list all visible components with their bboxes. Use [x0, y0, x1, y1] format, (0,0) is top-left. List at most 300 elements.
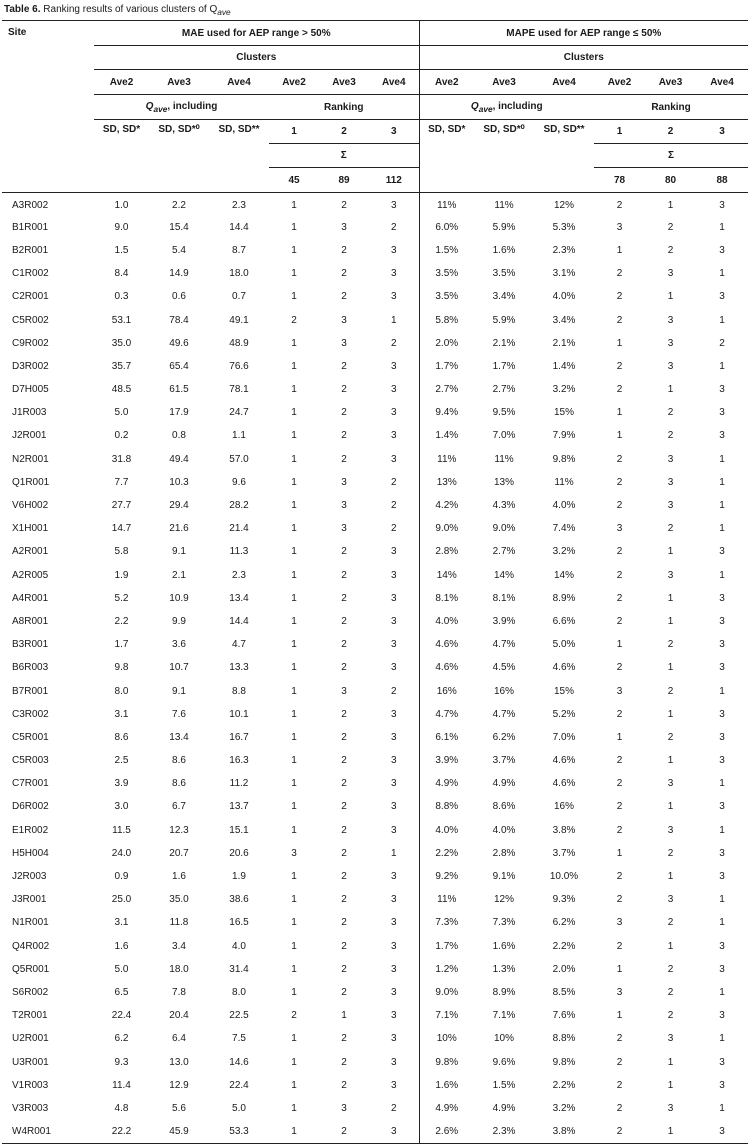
mae-ave3-cell: 65.4	[169, 360, 189, 372]
table-row	[2, 703, 748, 726]
mae-rank-ave3-cell: 2	[341, 199, 347, 211]
mae-rank-ave2-cell: 1	[291, 407, 297, 419]
mape-rank-ave3-cell: 1	[667, 384, 674, 396]
site-cell: D6R002	[12, 801, 49, 813]
mae-rank-ave3-cell: 2	[341, 871, 347, 883]
mape-ave2-cell: 11%	[419, 888, 474, 911]
mape-rank-ave3-cell: 2	[667, 244, 674, 256]
mae-qave-header: $Q_{ave}$, including	[94, 95, 269, 120]
site-cell: A8R001	[12, 615, 49, 627]
mape-ave2-cell: 7.1%	[419, 1004, 474, 1027]
mae-rank-ave3-cell: 2	[341, 778, 347, 790]
mae-rank-ave3-cell: 3	[341, 523, 347, 535]
mae-ave3-cell: 17.9	[169, 407, 189, 419]
mae-ave2-cell: 9.0	[114, 221, 129, 233]
mae-rank-ave3-cell: 2	[341, 894, 347, 906]
mae-ave4-cell: 10.1	[229, 708, 249, 720]
site-cell: B6R003	[12, 662, 49, 674]
mae-rank-ave2-cell: 1	[291, 569, 297, 581]
mape-ave3-cell: 8.9%	[492, 986, 516, 998]
caption-label: Table 6.	[4, 4, 41, 15]
mae-rank-ave4-cell: 3	[390, 453, 397, 465]
mape-ave3-cell: 9.0%	[492, 523, 516, 535]
mae-rank-ave2-cell: 1	[291, 662, 297, 674]
mape-rank-ave4-cell: 1	[719, 500, 725, 512]
mae-rank-ave4-cell: 3	[390, 871, 397, 883]
mae-ave2-cell: 0.3	[114, 291, 129, 303]
table-row	[2, 216, 748, 239]
mape-rank-ave3-cell: 2	[667, 986, 674, 998]
mae-ave2-cell: 24.0	[111, 847, 132, 859]
mae-rank-ave4-cell: 3	[390, 1033, 397, 1045]
mae-ave4-cell: 53.3	[209, 1120, 269, 1143]
mae-rank-ave3-cell: 2	[341, 731, 347, 743]
mape-rank-ave4-cell: 3	[719, 244, 725, 256]
table-row	[2, 772, 748, 795]
table-row	[2, 911, 748, 934]
mape-ave3-cell: 13%	[494, 476, 515, 488]
mape-ave4-cell: 7.0%	[552, 731, 576, 743]
mae-ave4-cell: 8.7	[232, 244, 246, 256]
mape-ave4-cell: 15%	[554, 407, 575, 419]
mae-ave4-cell: 4.7	[232, 639, 246, 651]
mae-ave3-cell: 49.4	[169, 453, 189, 465]
table-row	[2, 935, 748, 958]
mae-ave4-cell: 28.2	[229, 500, 249, 512]
mae-ave4-cell: 49.1	[229, 314, 249, 326]
mae-rank-ave3-cell: 2	[341, 1079, 347, 1091]
mae-rank-ave3-cell: 2	[341, 847, 347, 859]
mape-ave4-cell: 2.3%	[552, 244, 576, 256]
mae-ave3-cell: 61.5	[169, 384, 189, 396]
mape-rank-ave3-cell: 2	[667, 523, 674, 535]
mae-rank-ave3-cell: 2	[341, 592, 347, 604]
mae-ave4-cell: 2.3	[232, 199, 246, 211]
mape-rank-ave2-cell: 2	[616, 453, 623, 465]
mae-ave3-cell: 0.8	[172, 430, 186, 442]
mae-ave2-cell: 5.0	[114, 963, 129, 975]
mae-rank-ave2-cell: 1	[291, 523, 297, 535]
mape-ave2-cell: 5.8%	[419, 308, 474, 331]
mae-rank-ave3-cell: 2	[341, 940, 347, 952]
mae-rank-ave4-cell: 3	[390, 1079, 397, 1091]
mape-rank-ave4-cell: 3	[719, 1079, 725, 1091]
table-row	[2, 448, 748, 471]
mae-rank-ave2-cell: 1	[291, 986, 297, 998]
mae-rank-ave4-cell: 3	[390, 199, 397, 211]
site-cell: U3R001	[12, 1056, 49, 1068]
mape-ave3-cell: 6.2%	[492, 731, 516, 743]
table-row	[2, 517, 748, 540]
mape-rank-ave3-cell: 1	[667, 1056, 674, 1068]
mae-rank-ave4-cell: 3	[390, 801, 397, 813]
mae-rank-ave2-cell: 1	[291, 1079, 297, 1091]
mape-rank-ave4-cell: 1	[719, 314, 725, 326]
mape-ave2-cell: 6.1%	[419, 726, 474, 749]
mae-ave2-cell: 25.0	[111, 894, 132, 906]
mape-ave4-cell: 2.1%	[552, 337, 576, 349]
mape-rank-ave4-cell: 1	[719, 917, 725, 929]
site-cell: C7R001	[12, 778, 49, 790]
table-row	[2, 1050, 748, 1073]
site-cell: A3R002	[12, 199, 49, 211]
table-row	[2, 308, 748, 331]
mae-ave2-cell: 27.7	[111, 500, 132, 512]
mape-sigma: Σ	[594, 144, 748, 168]
mape-ave4-cell: 5.3%	[552, 221, 576, 233]
mae-rank-ave3-cell: 3	[341, 685, 347, 697]
mae-ave3-cell: 10.3	[169, 476, 189, 488]
mae-rank-ave4-cell: 3	[390, 407, 397, 419]
mape-rank-ave2-cell: 1	[616, 430, 623, 442]
table-row	[2, 471, 748, 494]
table-row	[2, 888, 748, 911]
mape-rank-ave3-cell: 3	[667, 824, 674, 836]
mae-rank-ave2-cell: 1	[291, 940, 297, 952]
mae-rank-ave3-cell: 2	[341, 755, 347, 767]
mape-ave2-cell: 4.6%	[419, 633, 474, 656]
mape-rank-ave2-cell: 2	[616, 778, 623, 790]
mape-ave3-cell: 2.3%	[474, 1120, 534, 1143]
mae-rank-ave4-cell: 3	[390, 940, 397, 952]
mae-ave4-cell: 14.6	[229, 1056, 249, 1068]
mape-rank-ave4-cell: 1	[719, 894, 725, 906]
mae-rank-ave3-cell: 3	[341, 314, 347, 326]
mape-ave2-cell: 8.8%	[419, 795, 474, 818]
mae-rank-ave2-cell: 1	[291, 244, 297, 256]
mae-ave2-cell: 2.2	[114, 615, 129, 627]
mape-rank-ave4-cell: 3	[719, 639, 725, 651]
mae-ave4-cell: 16.7	[229, 731, 249, 743]
mae-ave3-cell: 12.9	[169, 1079, 189, 1091]
mape-ave4-cell: 3.8%	[534, 1120, 594, 1143]
mae-rank-ave4-cell: 3	[390, 268, 397, 280]
site-cell: J3R001	[12, 894, 47, 906]
mape-ave3-cell: 1.6%	[492, 244, 516, 256]
mae-ave4-cell: 24.7	[229, 407, 249, 419]
table-row	[2, 842, 748, 865]
mape-rank-ave2-cell: 2	[616, 871, 623, 883]
mae-ave3-cell: 15.4	[169, 221, 189, 233]
mae-rank-ave4-cell: 3	[390, 360, 397, 372]
mape-rank-ave2-cell: 3	[616, 685, 623, 697]
mape-rank-ave3-cell: 2	[667, 685, 674, 697]
table-row	[2, 540, 748, 563]
mae-ave2-cell: 3.1	[114, 708, 129, 720]
mae-rank-ave2-cell: 3	[291, 847, 297, 859]
mape-ave2-cell: 14%	[419, 564, 474, 587]
mape-ave3-cell: 4.9%	[492, 778, 516, 790]
mape-ranking-header: Ranking	[594, 95, 748, 120]
cluster-name: Ave2	[419, 70, 474, 95]
mae-rank-ave2-cell: 2	[291, 314, 297, 326]
mae-ave2-cell: 9.3	[114, 1056, 129, 1068]
mape-rank-ave3-cell: 3	[667, 569, 674, 581]
site-cell: A2R005	[12, 569, 49, 581]
mae-ave2-cell: 48.5	[111, 384, 132, 396]
mape-rank-ave3-cell: 1	[667, 708, 674, 720]
table-row	[2, 1027, 748, 1050]
site-cell: J2R003	[12, 871, 47, 883]
mae-rank-ave2-cell: 1	[291, 685, 297, 697]
mape-rank-ave2-cell: 2	[616, 894, 623, 906]
mape-rank-ave3-cell: 3	[667, 337, 674, 349]
mape-ave3-cell: 2.1%	[492, 337, 516, 349]
mae-ave3-cell: 18.0	[169, 963, 189, 975]
site-cell: B7R001	[12, 685, 49, 697]
table-row	[2, 795, 748, 818]
mape-ave2-cell: 7.3%	[419, 911, 474, 934]
mae-ave4-cell: 4.0	[232, 940, 246, 952]
mape-rank-ave2-cell: 1	[616, 1010, 623, 1022]
mae-ave3-cell: 13.0	[169, 1056, 189, 1068]
site-cell: Q1R001	[12, 476, 50, 488]
mae-ave3-cell: 2.1	[172, 569, 186, 581]
mape-ave4-cell: 2.2%	[552, 1079, 576, 1091]
mae-rank-ave3-cell: 2	[319, 1120, 369, 1143]
mape-rank-ave4-cell: 3	[719, 801, 725, 813]
mape-ave4-cell: 3.4%	[552, 314, 576, 326]
mape-rank-ave3-cell: 1	[667, 291, 674, 303]
mape-ave4-cell: 12%	[554, 199, 575, 211]
mape-rank-ave2-cell: 3	[616, 523, 623, 535]
mae-rank-ave2-cell: 1	[291, 963, 297, 975]
mape-ave2-cell: 9.0%	[419, 517, 474, 540]
mape-ave2-cell: 3.5%	[419, 285, 474, 308]
mae-ave4-cell: 21.4	[229, 523, 249, 535]
mae-rank-ave3-cell: 2	[341, 430, 347, 442]
mae-rank-ave4-cell: 2	[390, 500, 397, 512]
mape-ave2-cell: 1.4%	[419, 424, 474, 447]
mape-rank-ave3-cell: 1	[667, 615, 674, 627]
mae-sum: 45	[269, 168, 319, 193]
mae-ave2-cell: 22.4	[111, 1010, 132, 1022]
mape-rank-ave3-cell: 1	[667, 940, 674, 952]
mape-rank-ave3-cell: 3	[667, 1033, 674, 1045]
mae-ave2-cell: 1.0	[114, 199, 129, 211]
mae-ave4-cell: 11.3	[229, 546, 249, 558]
site-cell: C9R002	[12, 337, 49, 349]
mape-ave3-cell: 2.8%	[492, 847, 516, 859]
mape-rank-ave4-cell: 1	[719, 476, 725, 488]
mape-ave3-cell: 9.6%	[492, 1056, 516, 1068]
mape-ave2-cell: 1.5%	[419, 239, 474, 262]
mape-rank-ave3-cell: 1	[667, 199, 674, 211]
mape-rank-ave2-cell: 2	[616, 1056, 623, 1068]
mape-ave4-cell: 2.2%	[552, 940, 576, 952]
mape-ave2-cell: 1.2%	[419, 958, 474, 981]
site-cell: V6H002	[12, 500, 49, 512]
mape-rank-ave2-cell: 2	[616, 569, 623, 581]
mae-ave2-cell: 3.1	[114, 917, 129, 929]
mape-sum: 80	[645, 168, 696, 193]
table-row	[2, 726, 748, 749]
table-row	[2, 239, 748, 262]
mae-ave2-cell: 3.9	[114, 778, 129, 790]
mae-ave3-cell: 9.1	[172, 685, 186, 697]
sd-label: SD, SD**	[534, 120, 594, 193]
mae-ave3-cell: 9.1	[172, 546, 186, 558]
mae-ave2-cell: 3.0	[114, 801, 129, 813]
table-row	[2, 958, 748, 981]
mape-ave3-cell: 16%	[494, 685, 515, 697]
mape-rank-ave4-cell: 1	[719, 778, 725, 790]
mae-ave3-cell: 13.4	[169, 731, 189, 743]
mape-rank-ave2-cell: 2	[616, 546, 623, 558]
mape-rank-ave4-cell: 3	[719, 546, 725, 558]
mae-rank-ave2-cell: 1	[291, 639, 297, 651]
mae-rank-ave3-cell: 2	[341, 662, 347, 674]
mae-ave2-cell: 11.4	[112, 1079, 131, 1091]
mae-ave3-cell: 21.6	[169, 523, 189, 535]
mae-rank-ave4-cell: 3	[390, 1010, 397, 1022]
mape-rank-ave2-cell: 2	[616, 824, 623, 836]
cluster-name: Ave3	[474, 70, 534, 95]
table-row	[2, 610, 748, 633]
sd-label: SD, SD*⁰	[474, 120, 534, 193]
mape-rank-ave2-cell: 2	[616, 500, 623, 512]
mape-ave3-cell: 4.0%	[492, 824, 516, 836]
rank-label: 3	[696, 120, 748, 144]
mae-rank-ave2-cell: 1	[291, 384, 297, 396]
mae-rank-ave2-cell: 1	[291, 755, 297, 767]
site-cell: T2R001	[12, 1010, 48, 1022]
mape-rank-ave4-cell: 3	[719, 407, 725, 419]
mape-rank-ave4-cell: 1	[719, 1033, 725, 1045]
mape-ave2-cell: 9.8%	[419, 1050, 474, 1073]
mae-rank-ave4-cell: 3	[390, 917, 397, 929]
mape-ave4-cell: 16%	[554, 801, 575, 813]
mae-rank-ave4-cell: 3	[390, 639, 397, 651]
mape-ave3-cell: 5.9%	[492, 221, 516, 233]
mape-ave3-cell: 4.7%	[492, 639, 516, 651]
mape-rank-ave2-cell: 2	[616, 1079, 623, 1091]
mape-ave2-cell: 4.0%	[419, 819, 474, 842]
site-header: Site	[2, 21, 94, 193]
table-row	[2, 564, 748, 587]
mape-rank-ave4-cell: 3	[719, 430, 725, 442]
mape-ave2-cell: 4.9%	[419, 1097, 474, 1120]
table-row	[2, 1004, 748, 1027]
mae-ranking-header: Ranking	[269, 95, 419, 120]
site-cell: A4R001	[12, 592, 49, 604]
mae-rank-ave3-cell: 3	[341, 476, 347, 488]
mae-ave2-cell: 6.5	[114, 986, 129, 998]
mape-sum: 78	[594, 168, 645, 193]
mae-ave2-cell: 22.2	[94, 1120, 149, 1143]
mape-ave4-cell: 9.8%	[552, 453, 576, 465]
mape-ave2-cell: 4.2%	[419, 494, 474, 517]
mape-rank-ave4-cell: 1	[719, 986, 725, 998]
table-row	[2, 656, 748, 679]
mae-ave2-cell: 1.6	[114, 940, 129, 952]
sd-label: SD, SD**	[209, 120, 269, 193]
mae-ave4-cell: 22.4	[229, 1079, 249, 1091]
mape-ave3-cell: 3.4%	[492, 291, 516, 303]
mae-ave3-cell: 0.6	[172, 291, 186, 303]
mae-rank-ave2-cell: 1	[291, 1033, 297, 1045]
mape-ave3-cell: 8.6%	[492, 801, 516, 813]
mae-rank-ave4-cell: 2	[390, 1102, 397, 1114]
mape-ave4-cell: 7.4%	[552, 523, 576, 535]
mape-ave3-cell: 9.5%	[492, 407, 516, 419]
mae-rank-ave3-cell: 2	[341, 708, 347, 720]
mape-ave2-cell: 2.2%	[419, 842, 474, 865]
mae-rank-ave4-cell: 3	[390, 662, 397, 674]
cluster-name: Ave2	[94, 70, 149, 95]
mae-ave2-cell: 35.7	[111, 360, 132, 372]
mae-rank-ave3-cell: 2	[341, 291, 347, 303]
mape-rank-ave3-cell: 2	[667, 847, 674, 859]
mae-rank-ave4-cell: 3	[390, 986, 397, 998]
mape-ave4-cell: 10.0%	[549, 871, 579, 883]
site-cell: V1R003	[12, 1079, 49, 1091]
mape-ave3-cell: 1.7%	[492, 360, 516, 372]
mape-ave3-cell: 3.9%	[492, 615, 516, 627]
site-cell: U2R001	[12, 1033, 49, 1045]
mape-ave4-cell: 9.3%	[552, 894, 576, 906]
mae-rank-ave2-cell: 1	[291, 268, 297, 280]
site-cell: Q5R001	[12, 963, 50, 975]
mape-ave2-cell: 9.0%	[419, 981, 474, 1004]
mape-ave4-cell: 6.2%	[552, 917, 576, 929]
mape-ave3-cell: 2.7%	[492, 546, 516, 558]
mae-rank-ave4-cell: 3	[390, 244, 397, 256]
mae-ave2-cell: 1.7	[114, 639, 129, 651]
mae-rank-ave4-cell: 3	[390, 430, 397, 442]
mae-ave4-cell: 22.5	[229, 1010, 249, 1022]
cluster-name: Ave2	[269, 70, 319, 95]
mae-sum: 89	[319, 168, 369, 193]
mae-rank-ave3-cell: 2	[341, 963, 347, 975]
mape-ave3-cell: 4.3%	[492, 500, 516, 512]
mae-ave2-cell: 31.8	[111, 453, 132, 465]
mae-ave2-cell: 1.9	[114, 569, 129, 581]
mae-rank-ave2-cell: 1	[291, 778, 297, 790]
mape-ave4-cell: 5.2%	[552, 708, 576, 720]
site-cell: X1H001	[12, 523, 49, 535]
mape-ave4-cell: 9.8%	[552, 1056, 576, 1068]
table-row	[2, 355, 748, 378]
table-row	[2, 378, 748, 401]
mae-rank-ave3-cell: 2	[341, 1033, 347, 1045]
mape-rank-ave3-cell: 3	[667, 476, 674, 488]
mape-ave3-cell: 3.7%	[492, 755, 516, 767]
mae-rank-ave3-cell: 3	[341, 337, 347, 349]
mae-ave4-cell: 31.4	[229, 963, 249, 975]
mae-rank-ave2-cell: 1	[291, 199, 297, 211]
mape-rank-ave3-cell: 1	[645, 1120, 696, 1143]
mape-ave2-cell: 8.1%	[419, 587, 474, 610]
table-row	[2, 1097, 748, 1120]
table-row	[2, 262, 748, 285]
mape-ave4-cell: 3.2%	[552, 384, 576, 396]
mape-rank-ave2-cell: 1	[616, 963, 623, 975]
mape-ave2-cell: 16%	[419, 679, 474, 702]
mae-ave4-cell: 1.9	[232, 871, 246, 883]
mape-rank-ave3-cell: 3	[667, 500, 674, 512]
table-body	[2, 193, 748, 1144]
mape-rank-ave2-cell: 2	[616, 476, 623, 488]
mape-rank-ave2-cell: 2	[616, 199, 623, 211]
mape-ave4-cell: 3.7%	[552, 847, 576, 859]
mape-ave3-cell: 8.1%	[492, 592, 516, 604]
mape-rank-ave3-cell: 1	[667, 1079, 674, 1091]
mape-ave2-cell: 10%	[419, 1027, 474, 1050]
mape-rank-ave2-cell: 1	[616, 847, 623, 859]
mape-rank-ave4-cell: 3	[719, 615, 725, 627]
mape-ave4-cell: 4.6%	[552, 755, 576, 767]
